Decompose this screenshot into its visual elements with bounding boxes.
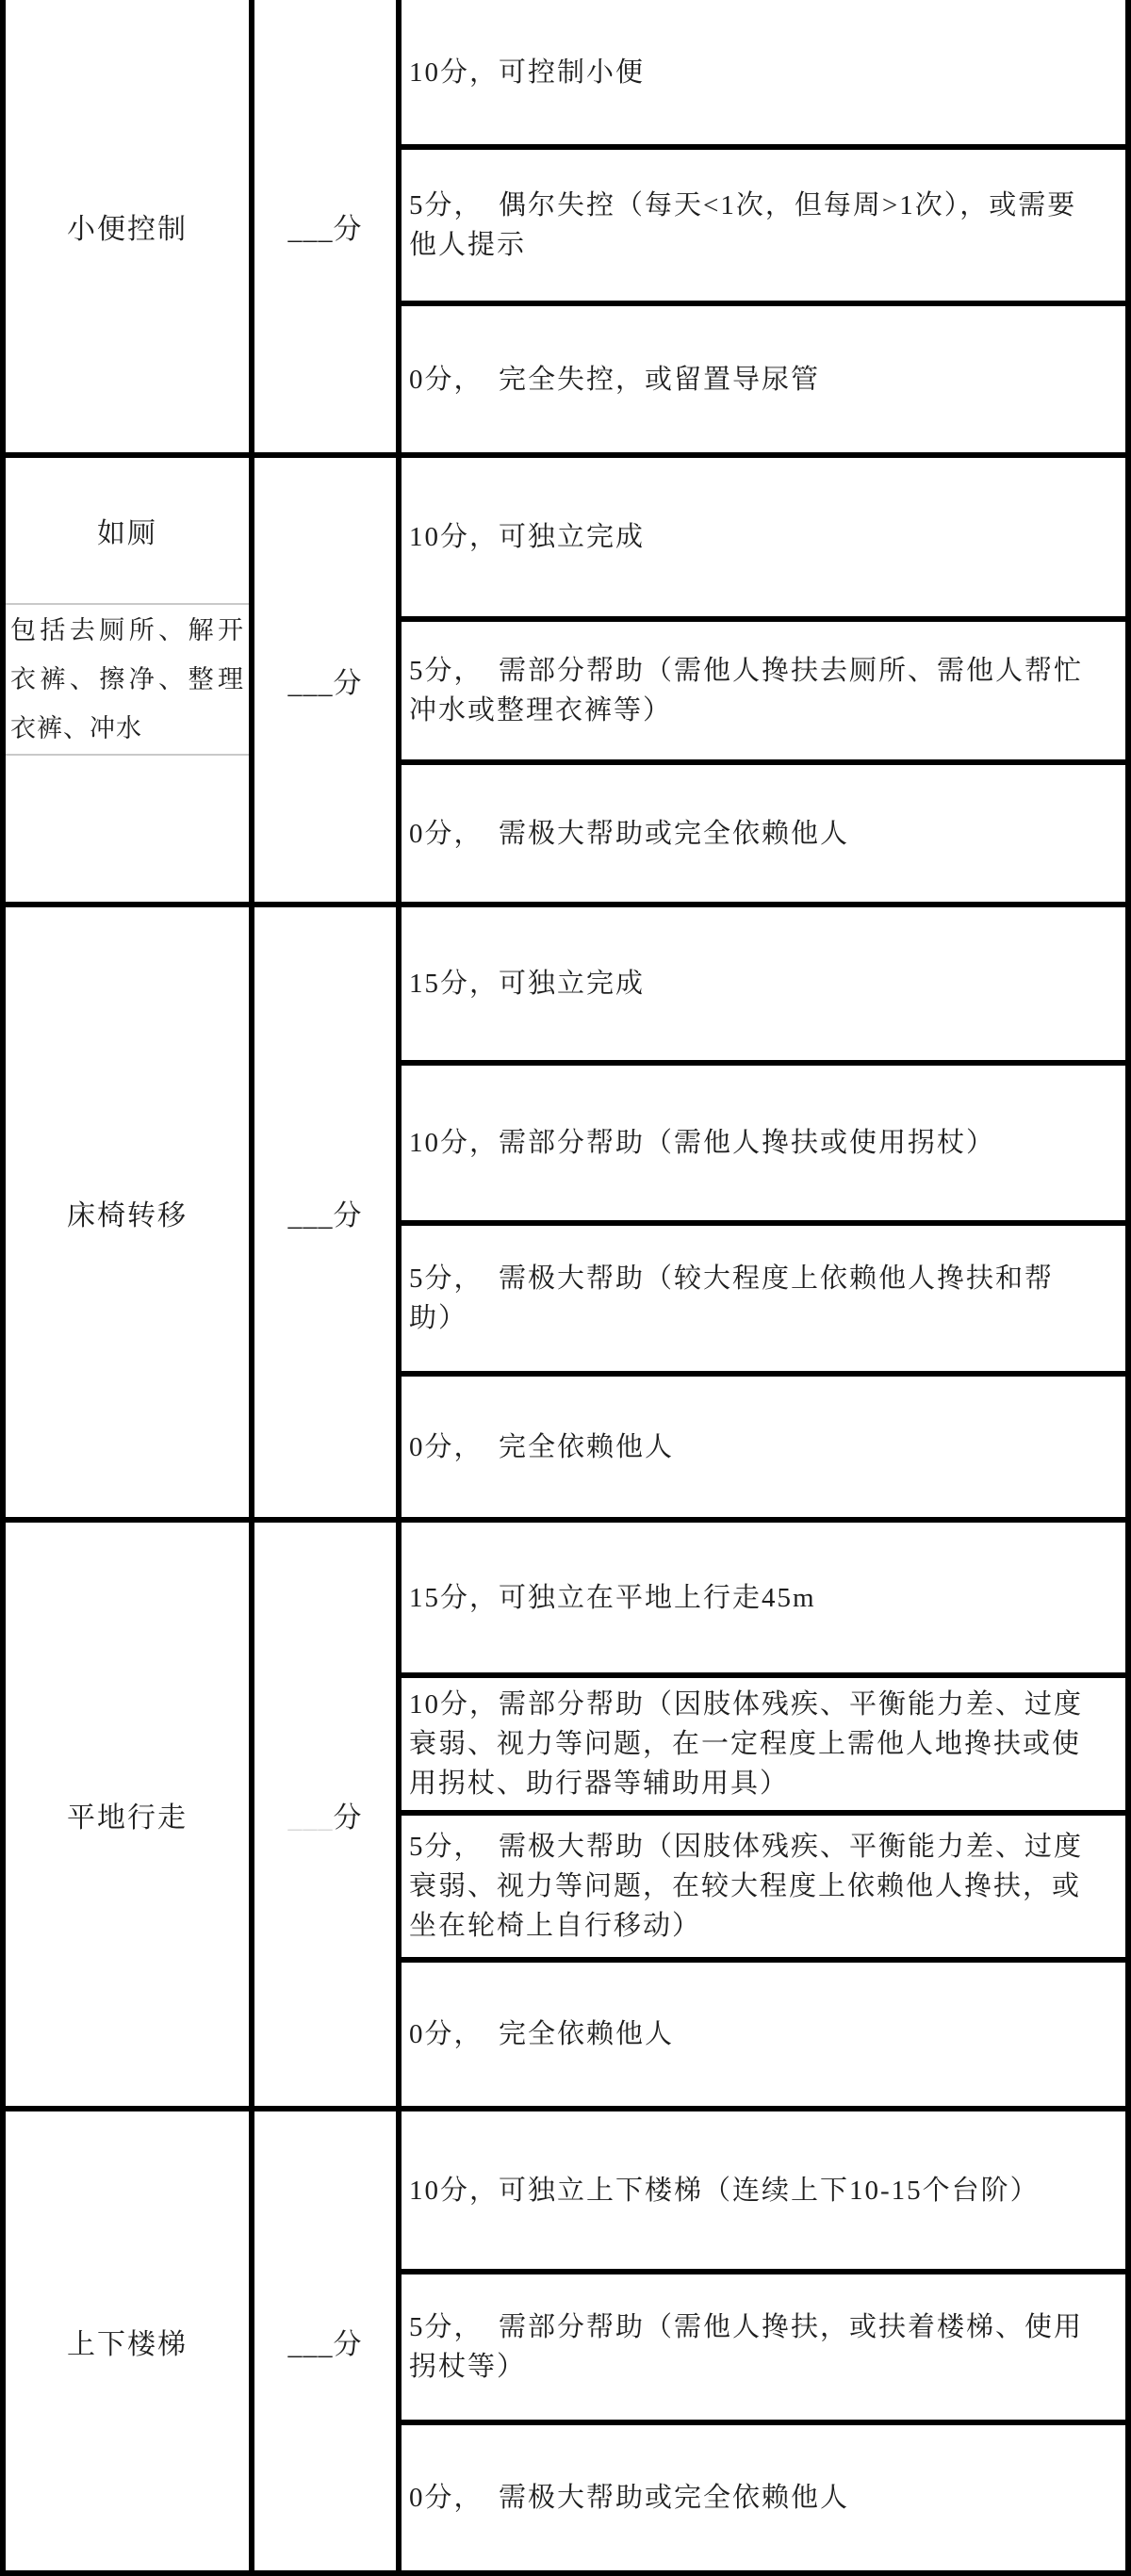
score-unit: 分 bbox=[333, 2328, 363, 2360]
option-cell-5 bbox=[402, 616, 1125, 759]
options-column bbox=[402, 907, 1125, 1517]
option-line: 15分，可独立在平地上行走45m bbox=[409, 1582, 816, 1613]
option-cell-10 bbox=[402, 2111, 1125, 2269]
row-stairs bbox=[6, 2106, 1125, 2570]
option-line: 衰弱、视力等问题，在一定程度上需他人地搀扶或使 bbox=[409, 1729, 1082, 1759]
option-line: 10分，可独立完成 bbox=[409, 522, 646, 552]
score-value bbox=[288, 660, 363, 701]
options-column bbox=[402, 0, 1125, 452]
option-cell-15 bbox=[402, 1523, 1125, 1672]
item-cell-toileting bbox=[6, 458, 254, 902]
score-cell-urine-control bbox=[254, 0, 402, 452]
options-column bbox=[402, 1523, 1125, 2106]
option-line: 5分， 需部分帮助（需他人搀扶，或扶着楼梯、使用 bbox=[409, 2312, 1084, 2342]
option-cell-5 bbox=[402, 1810, 1125, 1957]
option-cell-0 bbox=[402, 301, 1125, 452]
score-unit: 分 bbox=[333, 667, 363, 699]
score-blank[interactable]: ___ bbox=[287, 214, 334, 245]
option-line: 用拐杖、助行器等辅助用具） bbox=[409, 1769, 790, 1799]
item-label: 如厕 bbox=[97, 518, 157, 549]
item-cell-urine-control bbox=[6, 0, 254, 452]
option-line: 10分，可控制小便 bbox=[409, 57, 646, 88]
score-value bbox=[288, 205, 363, 247]
item-note bbox=[6, 603, 249, 756]
option-line: 5分， 偶尔失控（每天<1次，但每周>1次），或需要 bbox=[409, 190, 1077, 220]
row-walking-on-level-ground bbox=[6, 1517, 1125, 2106]
score-blank[interactable]: ___ bbox=[287, 1199, 334, 1231]
option-cell-0 bbox=[402, 759, 1125, 902]
option-line: 衰弱、视力等问题，在较大程度上依赖他人搀扶，或 bbox=[409, 1871, 1082, 1901]
option-cell-0 bbox=[402, 2420, 1125, 2570]
option-cell-5 bbox=[402, 2269, 1125, 2420]
score-unit: 分 bbox=[333, 1802, 363, 1834]
option-line: 10分，需部分帮助（需他人搀扶或使用拐杖） bbox=[409, 1128, 996, 1158]
score-cell-toileting bbox=[254, 458, 402, 902]
score-blank[interactable]: ___ bbox=[287, 667, 334, 699]
score-blank[interactable]: ___ bbox=[287, 1802, 334, 1834]
option-line: 10分，可独立上下楼梯（连续上下10-15个台阶） bbox=[409, 2175, 1040, 2206]
option-cell-15 bbox=[402, 907, 1125, 1060]
option-cell-10 bbox=[402, 0, 1125, 144]
score-value bbox=[288, 1794, 363, 1835]
score-blank[interactable]: ___ bbox=[287, 2328, 334, 2360]
item-label: 平地行走 bbox=[67, 1802, 188, 1834]
item-cell-stairs bbox=[6, 2111, 254, 2570]
option-line: 助） bbox=[409, 1303, 468, 1333]
options-column bbox=[402, 2111, 1125, 2570]
score-value bbox=[288, 1192, 363, 1233]
option-line: 5分， 需极大帮助（因肢体残疾、平衡能力差、过度 bbox=[409, 1832, 1084, 1862]
option-line: 0分， 完全依赖他人 bbox=[409, 2019, 675, 2049]
score-cell-transfer bbox=[254, 907, 402, 1517]
option-line: 5分， 需极大帮助（较大程度上依赖他人搀扶和帮 bbox=[409, 1264, 1055, 1294]
option-line: 他人提示 bbox=[409, 230, 527, 260]
option-line: 0分， 需极大帮助或完全依赖他人 bbox=[409, 818, 850, 849]
item-label: 上下楼梯 bbox=[67, 2328, 188, 2360]
score-cell-walking bbox=[254, 1523, 402, 2106]
option-line: 5分， 需部分帮助（需他人搀扶去厕所、需他人帮忙 bbox=[409, 656, 1084, 686]
item-note-line: 包括去厕所、解开 bbox=[10, 616, 244, 644]
item-label: 小便控制 bbox=[67, 214, 188, 245]
option-line: 15分，可独立完成 bbox=[409, 969, 646, 999]
option-line: 0分， 完全依赖他人 bbox=[409, 1431, 675, 1462]
options-column bbox=[402, 458, 1125, 902]
row-urine-control bbox=[6, 0, 1125, 452]
option-line: 拐杖等） bbox=[409, 2352, 527, 2382]
item-cell-walking bbox=[6, 1523, 254, 2106]
item-note-line: 衣裤、冲水 bbox=[10, 714, 142, 742]
option-cell-0 bbox=[402, 1957, 1125, 2106]
option-line: 冲水或整理衣裤等） bbox=[409, 695, 673, 726]
option-cell-10 bbox=[402, 1060, 1125, 1220]
option-cell-0 bbox=[402, 1371, 1125, 1517]
item-label: 床椅转移 bbox=[67, 1199, 188, 1231]
score-cell-stairs bbox=[254, 2111, 402, 2570]
score-value bbox=[288, 2321, 363, 2362]
option-line: 坐在轮椅上自行移动） bbox=[409, 1911, 702, 1941]
item-cell-transfer bbox=[6, 907, 254, 1517]
item-note-line: 衣裤、擦净、整理 bbox=[10, 665, 244, 693]
option-line: 10分，需部分帮助（因肢体残疾、平衡能力差、过度 bbox=[409, 1689, 1084, 1720]
option-line: 0分， 完全失控，或留置导尿管 bbox=[409, 364, 821, 395]
row-bed-chair-transfer bbox=[6, 902, 1125, 1517]
score-unit: 分 bbox=[333, 214, 363, 245]
item-cell-spacer bbox=[6, 756, 249, 902]
score-unit: 分 bbox=[333, 1199, 363, 1231]
option-cell-5 bbox=[402, 1220, 1125, 1371]
row-toileting bbox=[6, 452, 1125, 902]
option-line: 0分， 需极大帮助或完全依赖他人 bbox=[409, 2483, 850, 2513]
option-cell-10 bbox=[402, 1672, 1125, 1810]
option-cell-10 bbox=[402, 458, 1125, 616]
option-cell-5 bbox=[402, 144, 1125, 301]
